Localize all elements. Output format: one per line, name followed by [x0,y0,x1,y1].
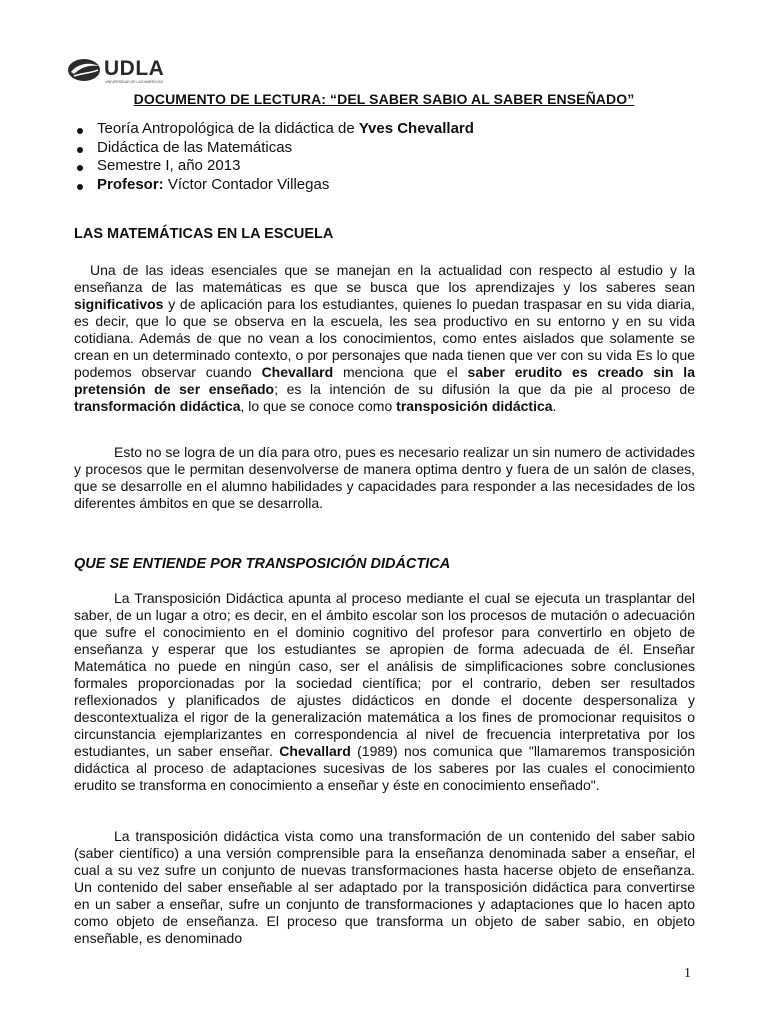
bold-text: transposición didáctica [396,398,553,414]
info-item-post: Víctor Contador Villegas [163,175,330,193]
info-item [75,176,474,195]
text-run: La transposición didáctica vista como una transformación de un contenido del saber sabio (saber científico) a una versión comprensible para la enseñanza denominada saber a enseñar, el cual a su vez sufre un conjunto de nuevas transformaciones hasta hacerse objeto de enseñanza. Un contenido del saber enseñable al ser adaptado por la transposición didáctica para convertirse en un saber a enseñar, sufre un conjunto de transformaciones y adaptaciones que lo hacen apto como objeto de enseñanza. El proceso que transforma un objeto de saber sabio, en objeto enseñable, es denominado [74,828,695,946]
text-run: y de aplicación para los estudiantes, quienes lo puedan traspasar en su vida diaria, es decir, que lo que se observa en la escuela, les sea productivo en su entorno y en su vida cotidiana. Además de que no vean a los conocimientos, como entes aislados que solamente se crean en un determinado contexto, o por personajes que nada tienen que ver con su vida Es lo que podemos observar cuando [74,296,695,380]
info-item-pre: Teoría Antropológica de la didáctica de [97,120,359,137]
info-item [75,157,474,176]
section-heading-1: LAS MATEMÁTICAS EN LA ESCUELA [74,226,334,242]
info-item-pre: Semestre I, año 2013 [97,157,241,174]
text-run: , lo que se conoce como [240,398,397,414]
text-run: Esto no se logra de un día para otro, pues es necesario realizar un sin numero de actividades y procesos que le permitan desenvolverse de manera optima dentro y fuera de un salón de clases, que se desarrolle en el alumno habilidades y capacidades para responder a las necesidades de los diferentes ámbitos en que se desarrolla. [74,444,695,511]
udla-logo [66,53,194,87]
bold-text: significativos [74,296,164,312]
section-heading-2: QUE SE ENTIENDE POR TRANSPOSICIÓN DIDÁCTICA [74,556,451,572]
logo-wordmark: UDLA [104,57,165,80]
text-run: menciona que el [333,364,468,380]
text-run: ; es la intención de su difusión la que da pie al proceso de [274,381,696,397]
text-run: . [552,398,557,414]
text-run: La Transposición Didáctica apunta al proceso mediante el cual se ejecuta un trasplantar del saber, de un lugar a otro; es decir, en el ámbito escolar son los procesos de mutación o adecuación que sufre el conocimiento en el dominio cognitivo del profesor para convertirlo en objeto de enseñanza y esperar que los estudiantes se apropien de forma adecuada de él. Enseñar Matemática no puede en ningún caso, ser el análisis de simplificaciones sobre conclusiones formales proporcionadas por la sociedad científica; por el contrario, deben ser resultados reflexionados y planificados de ajustes didácticos en donde el docente despersonaliza y descontextualiza el rigor de la generalización matemática a los fines de promocionar requisitos o circunstancia ejemplarizantes en correspondencia al nivel de frecuencia interpretativa por los estudiantes, un saber enseñar. [74,590,695,759]
info-item-pre: Didáctica de las Matemáticas [97,138,293,156]
info-item-bold: Yves Chevallard [358,120,474,137]
info-item-bold: Profesor: [97,175,164,193]
bold-text: Chevallard [261,364,334,380]
bold-text: Chevallard [279,743,351,759]
bold-text: saber erudito es creado sin la pretensión de ser enseñado [74,364,695,397]
info-item [75,139,474,158]
bold-text: transformación didáctica [74,398,241,414]
info-list [75,120,474,194]
document-title: DOCUMENTO DE LECTURA: “DEL SABER SABIO AL SABER ENSEÑADO” [133,91,635,107]
text-run: (1989) nos comunica que "llamaremos transposición didáctica al proceso de adaptaciones sucesivas de los saberes por las cuales el conocimiento erudito se transforma en conocimiento a enseñar y éste en conocimiento enseñado". [74,743,696,793]
info-item [75,120,474,139]
logo-subtext: UNIVERSIDAD DE LAS AMÉRICAS [105,80,163,84]
paragraph [74,590,695,794]
paragraph [74,262,695,415]
page-number: 1 [684,966,691,981]
paragraph [74,444,695,512]
paragraph [74,828,695,947]
text-run: Una de las ideas esenciales que se manejan en la actualidad con respecto al estudio y la enseñanza de las matemáticas es que se busca que los aprendizajes y los saberes sean [74,262,695,295]
